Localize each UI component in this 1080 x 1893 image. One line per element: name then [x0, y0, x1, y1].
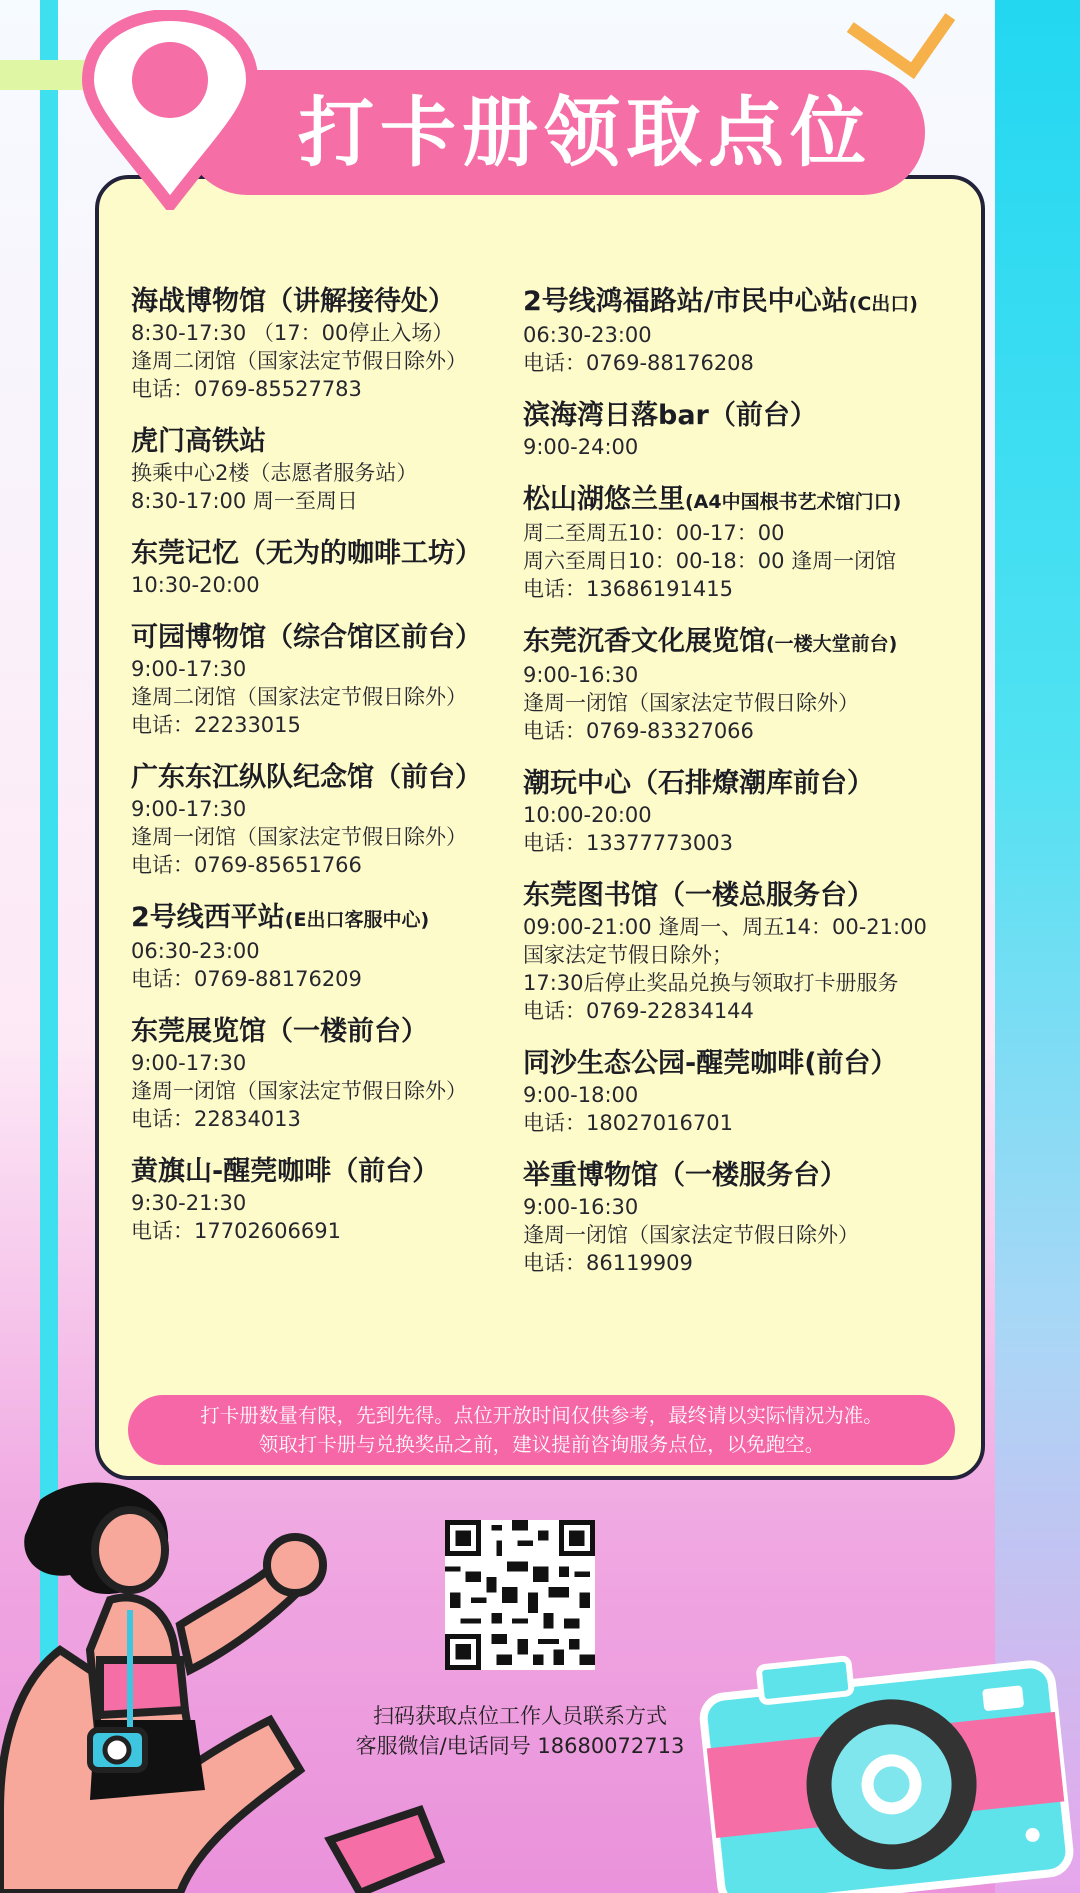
location-entry — [131, 1015, 516, 1133]
page-title: 打卡册领取点位 — [298, 88, 872, 177]
location-detail: 9:00-17:30 — [131, 797, 247, 821]
location-title — [131, 901, 516, 937]
location-detail: 电话：0769-83327066 — [523, 719, 754, 743]
location-name: 2号线鸿福路站/市民中心站 — [523, 286, 849, 317]
location-subtitle: (E出口客服中心) — [284, 909, 430, 931]
location-subtitle: (一楼大堂前台) — [766, 633, 898, 655]
location-detail: 9:00-18:00 — [523, 1083, 639, 1107]
location-detail: 逢周一闭馆（国家法定节假日除外） — [131, 825, 467, 849]
location-detail: 10:00-20:00 — [523, 803, 652, 827]
location-name: 虎门高铁站 — [131, 426, 266, 457]
location-title — [131, 761, 516, 795]
location-detail: 周二至周五10：00-17：00 — [523, 521, 785, 545]
location-entry — [131, 1155, 516, 1245]
location-detail: 10:30-20:00 — [131, 573, 260, 597]
location-name: 东莞展览馆（一楼前台） — [131, 1016, 428, 1047]
location-detail: 9:00-17:30 — [131, 1051, 247, 1075]
footer-line-2: 客服微信/电话同号 18680072713 — [355, 1734, 685, 1758]
notice-line-1: 打卡册数量有限，先到先得。点位开放时间仅供参考，最终请以实际情况为准。 — [200, 1404, 883, 1427]
location-detail: 电话：0769-85651766 — [131, 853, 362, 877]
location-title — [523, 1047, 973, 1081]
location-name: 潮玩中心（石排燎潮库前台） — [523, 768, 874, 799]
location-name: 举重博物馆（一楼服务台） — [523, 1160, 847, 1191]
location-detail: 电话：0769-85527783 — [131, 377, 362, 401]
location-detail: 06:30-23:00 — [131, 939, 260, 963]
location-detail: 17:30后停止奖品兑换与领取打卡册服务 — [523, 971, 899, 995]
location-detail: 电话：13377773003 — [523, 831, 733, 855]
location-detail: 8:30-17:00 周一至周日 — [131, 489, 358, 513]
location-entry — [523, 285, 973, 377]
location-subtitle: (C出口) — [848, 293, 918, 315]
location-title — [523, 879, 973, 913]
location-detail: 电话：18027016701 — [523, 1111, 733, 1135]
location-name: 滨海湾日落bar（前台） — [523, 400, 817, 431]
location-entry — [523, 399, 973, 461]
location-entry — [523, 1047, 973, 1137]
location-detail: 国家法定节假日除外； — [523, 943, 733, 967]
location-title — [523, 399, 973, 433]
location-detail: 电话：17702606691 — [131, 1219, 341, 1243]
location-detail: 9:00-17:30 — [131, 657, 247, 681]
location-title — [523, 625, 973, 661]
triangle-decoration — [847, 0, 955, 79]
location-title — [523, 767, 973, 801]
location-detail: 电话：0769-88176208 — [523, 351, 754, 375]
location-entry — [523, 879, 973, 1025]
notice-banner — [128, 1395, 955, 1465]
title-banner — [185, 70, 925, 195]
location-name: 东莞记忆（无为的咖啡工坊） — [131, 538, 482, 569]
location-entry — [523, 483, 973, 603]
location-detail: 06:30-23:00 — [523, 323, 652, 347]
location-entry — [131, 537, 516, 599]
location-name: 2号线西平站 — [131, 902, 285, 933]
location-detail: 换乘中心2楼（志愿者服务站） — [131, 461, 418, 485]
location-entry — [523, 767, 973, 857]
location-title — [523, 1159, 973, 1193]
camera-illustration — [690, 1620, 1080, 1893]
location-subtitle: (A4中国根书艺术馆门口) — [685, 491, 902, 513]
location-name: 海战博物馆（讲解接待处） — [131, 286, 455, 317]
location-detail: 电话：0769-22834144 — [523, 999, 754, 1023]
location-name: 可园博物馆（综合馆区前台） — [131, 622, 482, 653]
location-detail: 电话：13686191415 — [523, 577, 733, 601]
location-title — [131, 621, 516, 655]
location-detail: 8:30-17:30 （17：00停止入场） — [131, 321, 454, 345]
location-entry — [523, 1159, 973, 1277]
location-title — [131, 425, 516, 459]
location-detail: 电话：22233015 — [131, 713, 301, 737]
right-cyan-stripe — [995, 0, 1080, 1893]
notice-line-2: 领取打卡册与兑换奖品之前，建议提前咨询服务点位，以免跑空。 — [258, 1433, 825, 1456]
location-name: 东莞图书馆（一楼总服务台） — [523, 880, 874, 911]
location-name: 黄旗山-醒莞咖啡（前台） — [131, 1156, 440, 1187]
location-name: 同沙生态公园-醒莞咖啡(前台） — [523, 1048, 898, 1079]
location-detail: 电话：0769-88176209 — [131, 967, 362, 991]
location-title — [523, 483, 973, 519]
location-detail: 逢周一闭馆（国家法定节假日除外） — [523, 691, 859, 715]
location-detail: 电话：86119909 — [523, 1251, 693, 1275]
location-entry — [131, 761, 516, 879]
location-entry — [523, 625, 973, 745]
location-pin-icon — [80, 10, 260, 210]
location-detail: 逢周一闭馆（国家法定节假日除外） — [131, 1079, 467, 1103]
location-title — [131, 1015, 516, 1049]
location-entry — [131, 901, 516, 993]
location-name: 东莞沉香文化展览馆 — [523, 626, 766, 657]
location-detail: 周六至周日10：00-18：00 逢周一闭馆 — [523, 549, 897, 573]
location-name: 松山湖悠兰里 — [523, 484, 685, 515]
location-entry — [131, 621, 516, 739]
location-detail: 09:00-21:00 逢周一、周五14：00-21:00 — [523, 915, 927, 939]
location-entry — [131, 285, 516, 403]
location-detail: 9:00-24:00 — [523, 435, 639, 459]
location-name: 广东东江纵队纪念馆（前台） — [131, 762, 482, 793]
runner-illustration — [0, 1480, 470, 1893]
left-column — [131, 285, 516, 1267]
location-detail: 9:00-16:30 — [523, 1195, 639, 1219]
location-entry — [131, 425, 516, 515]
location-title — [131, 285, 516, 319]
location-title — [131, 1155, 516, 1189]
location-title — [131, 537, 516, 571]
footer-line-1: 扫码获取点位工作人员联系方式 — [373, 1704, 667, 1728]
location-detail: 逢周二闭馆（国家法定节假日除外） — [131, 349, 467, 373]
location-detail: 9:30-21:30 — [131, 1191, 247, 1215]
right-column — [523, 285, 973, 1299]
location-detail: 电话：22834013 — [131, 1107, 301, 1131]
location-title — [523, 285, 973, 321]
location-detail: 9:00-16:30 — [523, 663, 639, 687]
location-detail: 逢周一闭馆（国家法定节假日除外） — [523, 1223, 859, 1247]
location-detail: 逢周二闭馆（国家法定节假日除外） — [131, 685, 467, 709]
